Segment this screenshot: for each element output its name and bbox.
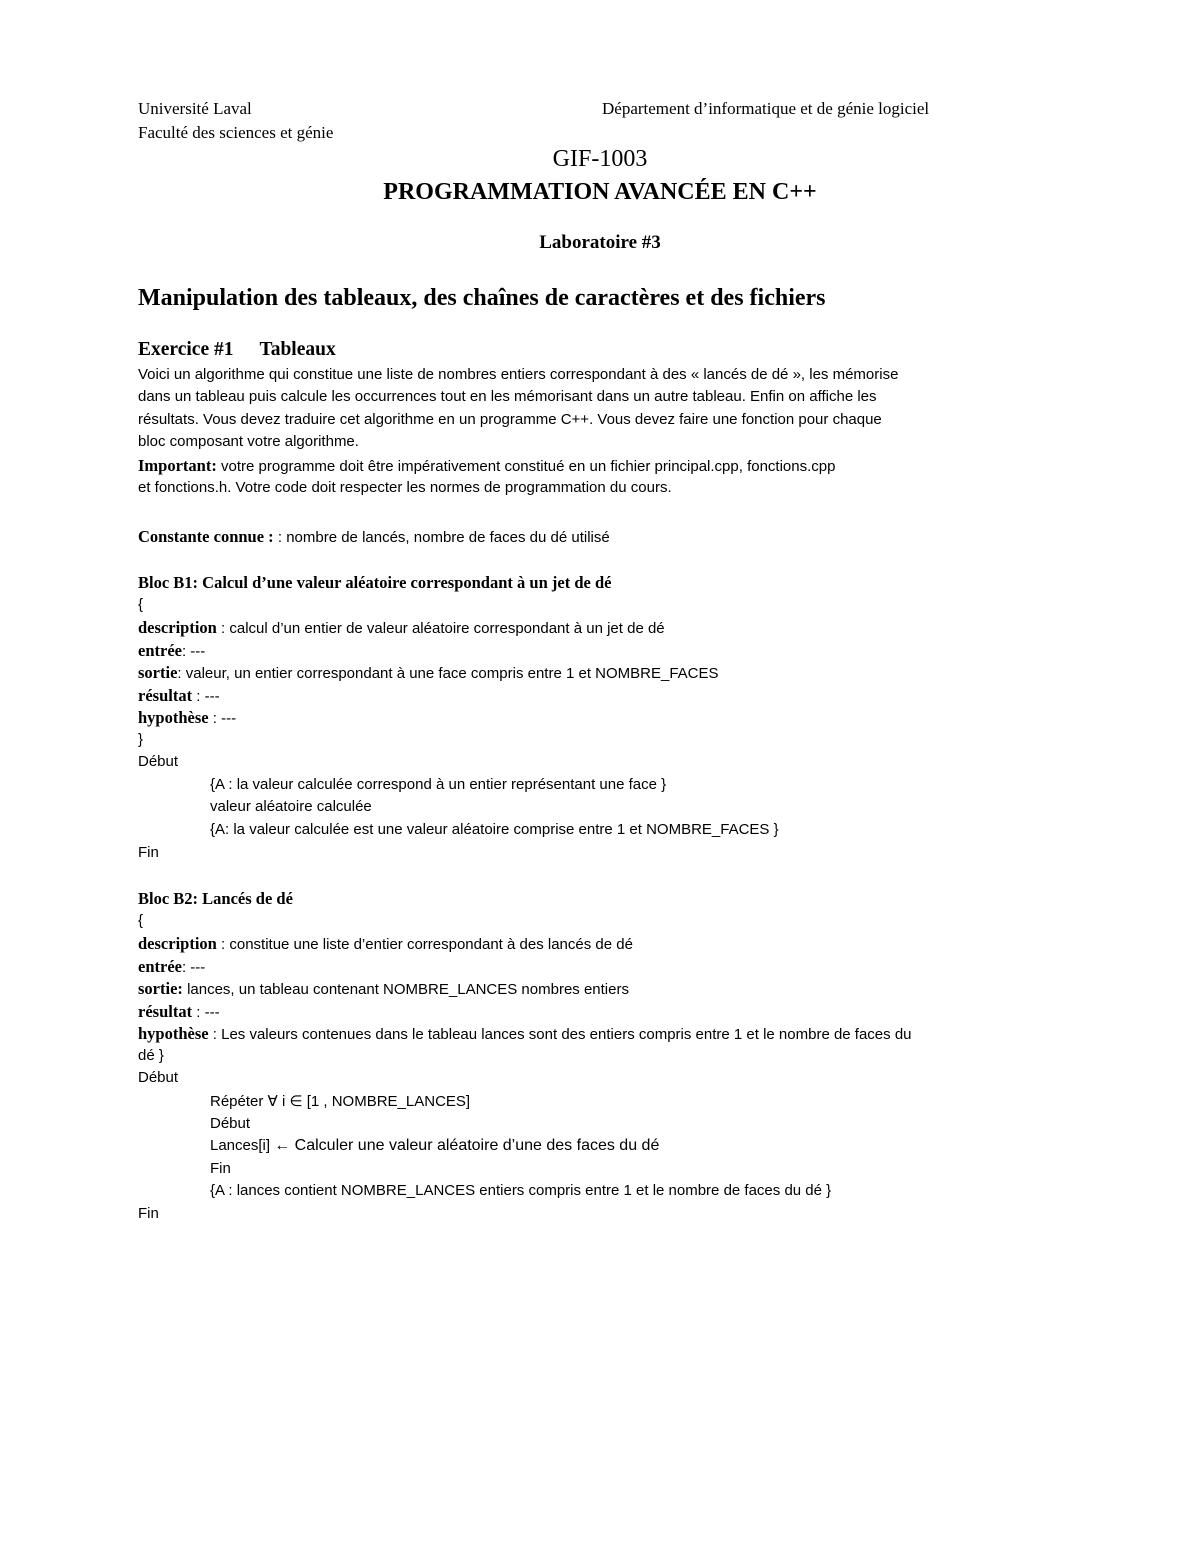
bloc2-title-text: Bloc B2: Lancés de dé (138, 889, 293, 908)
desc-text: : constitue une liste d’entier correspondant à des lancés de dé (216, 936, 633, 953)
bloc1-step: {A : la valeur calculée correspond à un entier représentant une face } (210, 776, 667, 793)
bloc2-entree (138, 957, 205, 977)
assign-target: Lances[i] (210, 1137, 275, 1154)
bloc2-open-brace: { (138, 912, 144, 929)
desc-label: description (138, 618, 217, 637)
subject-heading: Manipulation des tableaux, des chaînes de caractères et des fichiers (138, 285, 826, 311)
resultat-text: : --- (192, 688, 220, 705)
entree-label: entrée (138, 957, 182, 976)
bloc1-hypothese (138, 708, 236, 728)
bloc2-hypothese-cont: dé } (138, 1047, 164, 1064)
bloc1-close-brace: } (138, 731, 144, 748)
intro-line: bloc composant votre algorithme. (138, 433, 359, 450)
course-title: PROGRAMMATION AVANCÉE EN C++ (383, 179, 817, 205)
important-text: votre programme doit être impérativement constitué en un fichier principal.cpp, fonctions.cpp (216, 458, 836, 475)
bloc2-title (138, 889, 293, 909)
known-constants (138, 527, 610, 547)
bloc1-step: valeur aléatoire calculée (210, 798, 372, 815)
bloc1-debut: Début (138, 753, 179, 770)
resultat-label: résultat (138, 686, 193, 705)
exercise-number: Exercice #1 (138, 339, 234, 360)
exercise-name: Tableaux (259, 339, 336, 360)
hyp-text: : --- (208, 710, 237, 727)
intro-line: résultats. Vous devez traduire cet algorithme en un programme C++. Vous devez faire une fonction pour chaque (138, 411, 882, 428)
bloc2-description (138, 934, 633, 954)
bloc1-title-text: Bloc B1: Calcul d’une valeur aléatoire correspondant à un jet de dé (138, 573, 612, 592)
department-name: Département d’informatique et de génie logiciel (602, 99, 930, 118)
entree-text: : --- (181, 959, 206, 976)
desc-text: : calcul d’un entier de valeur aléatoire correspondant à un jet de dé (216, 620, 665, 637)
exercise-heading (138, 339, 336, 361)
const-text: : nombre de lancés, nombre de faces du dé utilisé (273, 529, 610, 546)
important-label: Important: (138, 456, 217, 475)
bloc1-description (138, 618, 665, 638)
bloc1-sortie (138, 663, 719, 683)
entree-label: entrée (138, 641, 182, 660)
bloc2-inner-debut: Début (210, 1115, 251, 1132)
resultat-text: : --- (192, 1004, 220, 1021)
assign-expr: ← Calculer une valeur aléatoire d’une des faces du dé (274, 1137, 660, 1154)
bloc2-inner-fin: Fin (210, 1160, 231, 1177)
bloc1-resultat (138, 686, 220, 706)
course-code: GIF-1003 (552, 146, 648, 172)
sortie-text: : valeur, un entier correspondant à une face compris entre 1 et NOMBRE_FACES (177, 665, 719, 682)
sortie-text: lances, un tableau contenant NOMBRE_LANCES nombres entiers (182, 981, 629, 998)
hyp-label: hypothèse (138, 708, 209, 727)
bloc2-assert: {A : lances contient NOMBRE_LANCES entiers compris entre 1 et le nombre de faces du dé } (210, 1182, 832, 1199)
bloc2-repeat: Répéter ∀ i ∈ [1 , NOMBRE_LANCES] (210, 1093, 471, 1110)
bloc2-debut: Début (138, 1069, 179, 1086)
desc-label: description (138, 934, 217, 953)
bloc2-resultat (138, 1002, 220, 1022)
bloc1-title (138, 573, 611, 593)
bloc1-step: {A: la valeur calculée est une valeur aléatoire comprise entre 1 et NOMBRE_FACES } (210, 821, 779, 838)
important-note (138, 456, 835, 476)
resultat-label: résultat (138, 1002, 193, 1021)
bloc1-entree (138, 641, 205, 661)
bloc2-sortie (138, 979, 629, 999)
hyp-label: hypothèse (138, 1024, 209, 1043)
bloc2-hypothese (138, 1024, 912, 1044)
bloc1-open-brace: { (138, 596, 144, 613)
sortie-label: sortie: (138, 979, 183, 998)
bloc2-fin: Fin (138, 1205, 159, 1222)
intro-line: dans un tableau puis calcule les occurrences tout en les mémorisant dans un autre tableau. Enfin on affiche les (138, 388, 877, 405)
const-label: Constante connue : (138, 527, 274, 546)
sortie-label: sortie (138, 663, 178, 682)
bloc2-assign (210, 1137, 659, 1155)
hyp-text: : Les valeurs contenues dans le tableau lances sont des entiers compris entre 1 et le nombre de faces du (208, 1026, 912, 1043)
faculty-name: Faculté des sciences et génie (138, 123, 334, 142)
intro-line: Voici un algorithme qui constitue une liste de nombres entiers correspondant à des « lancés de dé », les mémorise (138, 366, 899, 383)
university-name: Université Laval (138, 99, 252, 118)
bloc1-fin: Fin (138, 844, 159, 861)
important-note-cont: et fonctions.h. Votre code doit respecter les normes de programmation du cours. (138, 479, 672, 496)
entree-text: : --- (181, 643, 206, 660)
lab-title: Laboratoire #3 (539, 232, 661, 253)
